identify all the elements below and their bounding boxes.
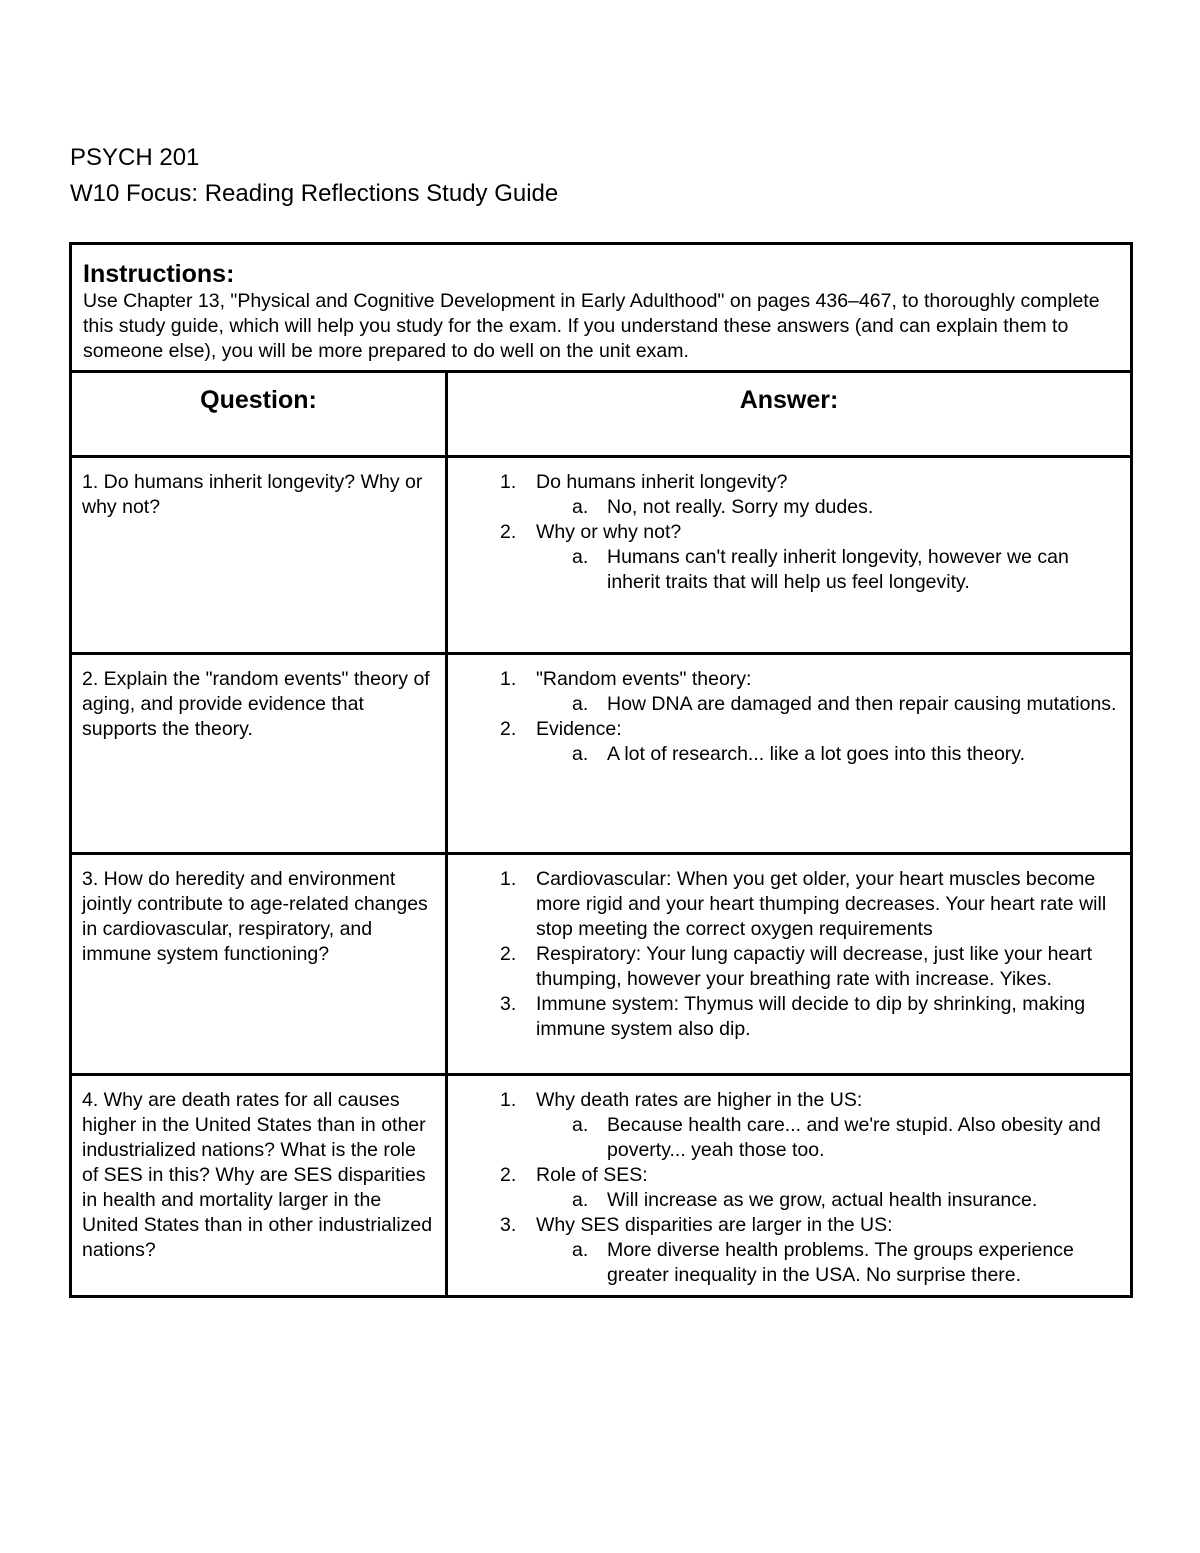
answer-subitem [572,1113,1120,1163]
list-number: 1. [500,868,517,890]
question-cell: 3. How do heredity and environment jointly contribute to age-related changes in cardiovascular, respiratory, and immune system functioning? [71,854,447,1075]
list-letter: a. [572,693,589,715]
question-column-header: Question: [71,372,447,457]
instructions-heading: Instructions: [83,260,235,288]
answer-text: Respiratory: Your lung capactiy will decrease, just like your heart thumping, however your breathing rate with increase. Yikes. [536,943,1093,990]
answer-subitem [572,692,1120,717]
answer-subtext: More diverse health problems. The groups experience greater inequality in the USA. No surprise there. [607,1239,1074,1286]
answer-subitem [572,742,1120,767]
list-number: 1. [500,471,517,493]
answer-list [458,667,1120,767]
answer-item [500,1163,1120,1213]
answer-text: Role of SES: [536,1164,648,1186]
answer-text: Why death rates are higher in the US: [536,1089,863,1111]
list-number: 1. [500,668,517,690]
list-number: 1. [500,1089,517,1111]
course-title: PSYCH 201 [70,144,200,171]
answer-text: Evidence: [536,718,622,740]
list-number: 3. [500,993,517,1015]
answer-item [500,942,1120,992]
answer-text: Why SES disparities are larger in the US: [536,1214,893,1236]
answer-list [458,867,1120,1042]
answer-item [500,470,1120,520]
answer-text: Cardiovascular: When you get older, your heart muscles become more rigid and your heart thumping decreases. Your heart rate will stop meeting the correct oxygen requirements [536,868,1107,940]
table-row [71,854,1132,1075]
question-cell: 2. Explain the "random events" theory of aging, and provide evidence that supports the theory. [71,654,447,854]
answer-item [500,992,1120,1042]
list-letter: a. [572,743,589,765]
answer-text: Immune system: Thymus will decide to dip by shrinking, making immune system also dip. [536,993,1086,1040]
answer-item [500,1213,1120,1288]
answer-subtext: A lot of research... like a lot goes into this theory. [607,743,1026,765]
answer-cell [447,457,1132,654]
list-number: 2. [500,943,517,965]
answer-sublist [536,495,1120,520]
list-letter: a. [572,546,589,568]
list-letter: a. [572,496,589,518]
list-number: 2. [500,718,517,740]
answer-column-header: Answer: [447,372,1132,457]
list-number: 3. [500,1214,517,1236]
column-header-row [71,372,1132,457]
answer-cell [447,654,1132,854]
answer-item [500,717,1120,767]
question-cell: 1. Do humans inherit longevity? Why or why not? [71,457,447,654]
answer-cell [447,1075,1132,1297]
answer-sublist [536,692,1120,717]
answer-text: "Random events" theory: [536,668,752,690]
answer-item [500,520,1120,595]
table-row [71,654,1132,854]
answer-subtext: Because health care... and we're stupid. Also obesity and poverty... yeah those too. [607,1114,1101,1161]
question-cell: 4. Why are death rates for all causes higher in the United States than in other industrialized nations? What is the role of SES in this? Why are SES disparities in health and mortality larger in the United States than in other industrialized nations? [71,1075,447,1297]
table-row [71,1075,1132,1297]
instructions-text: Use Chapter 13, "Physical and Cognitive Development in Early Adulthood" on pages 436–467, to thoroughly complete this study guide, which will help you study for the exam. If you understand these answers (and can explain them to someone else), you will be more prepared to do well on the unit exam. [83,290,1100,362]
answer-subitem [572,545,1120,595]
answer-text: Do humans inherit longevity? [536,471,788,493]
table-row [71,457,1132,654]
answer-sublist [536,545,1120,595]
answer-list [458,1088,1120,1288]
document-subtitle: W10 Focus: Reading Reflections Study Guide [70,180,559,207]
answer-subtext: Will increase as we grow, actual health insurance. [607,1189,1038,1211]
answer-cell [447,854,1132,1075]
list-number: 2. [500,1164,517,1186]
answer-subtext: Humans can't really inherit longevity, however we can inherit traits that will help us feel longevity. [607,546,1069,593]
list-number: 2. [500,521,517,543]
answer-subitem [572,1238,1120,1288]
instructions-row [71,244,1132,372]
answer-item [500,1088,1120,1163]
answer-text: Why or why not? [536,521,682,543]
answer-subitem [572,1188,1120,1213]
answer-subtext: No, not really. Sorry my dudes. [607,496,874,518]
answer-item [500,867,1120,942]
answer-subitem [572,495,1120,520]
answer-sublist [536,1238,1120,1288]
answer-sublist [536,1113,1120,1163]
answer-item [500,667,1120,717]
list-letter: a. [572,1189,589,1211]
list-letter: a. [572,1239,589,1261]
answer-sublist [536,1188,1120,1213]
answer-list [458,470,1120,595]
answer-sublist [536,742,1120,767]
instructions-cell [71,244,1132,372]
study-guide-table [69,242,1133,1298]
answer-subtext: How DNA are damaged and then repair causing mutations. [607,693,1117,715]
list-letter: a. [572,1114,589,1136]
